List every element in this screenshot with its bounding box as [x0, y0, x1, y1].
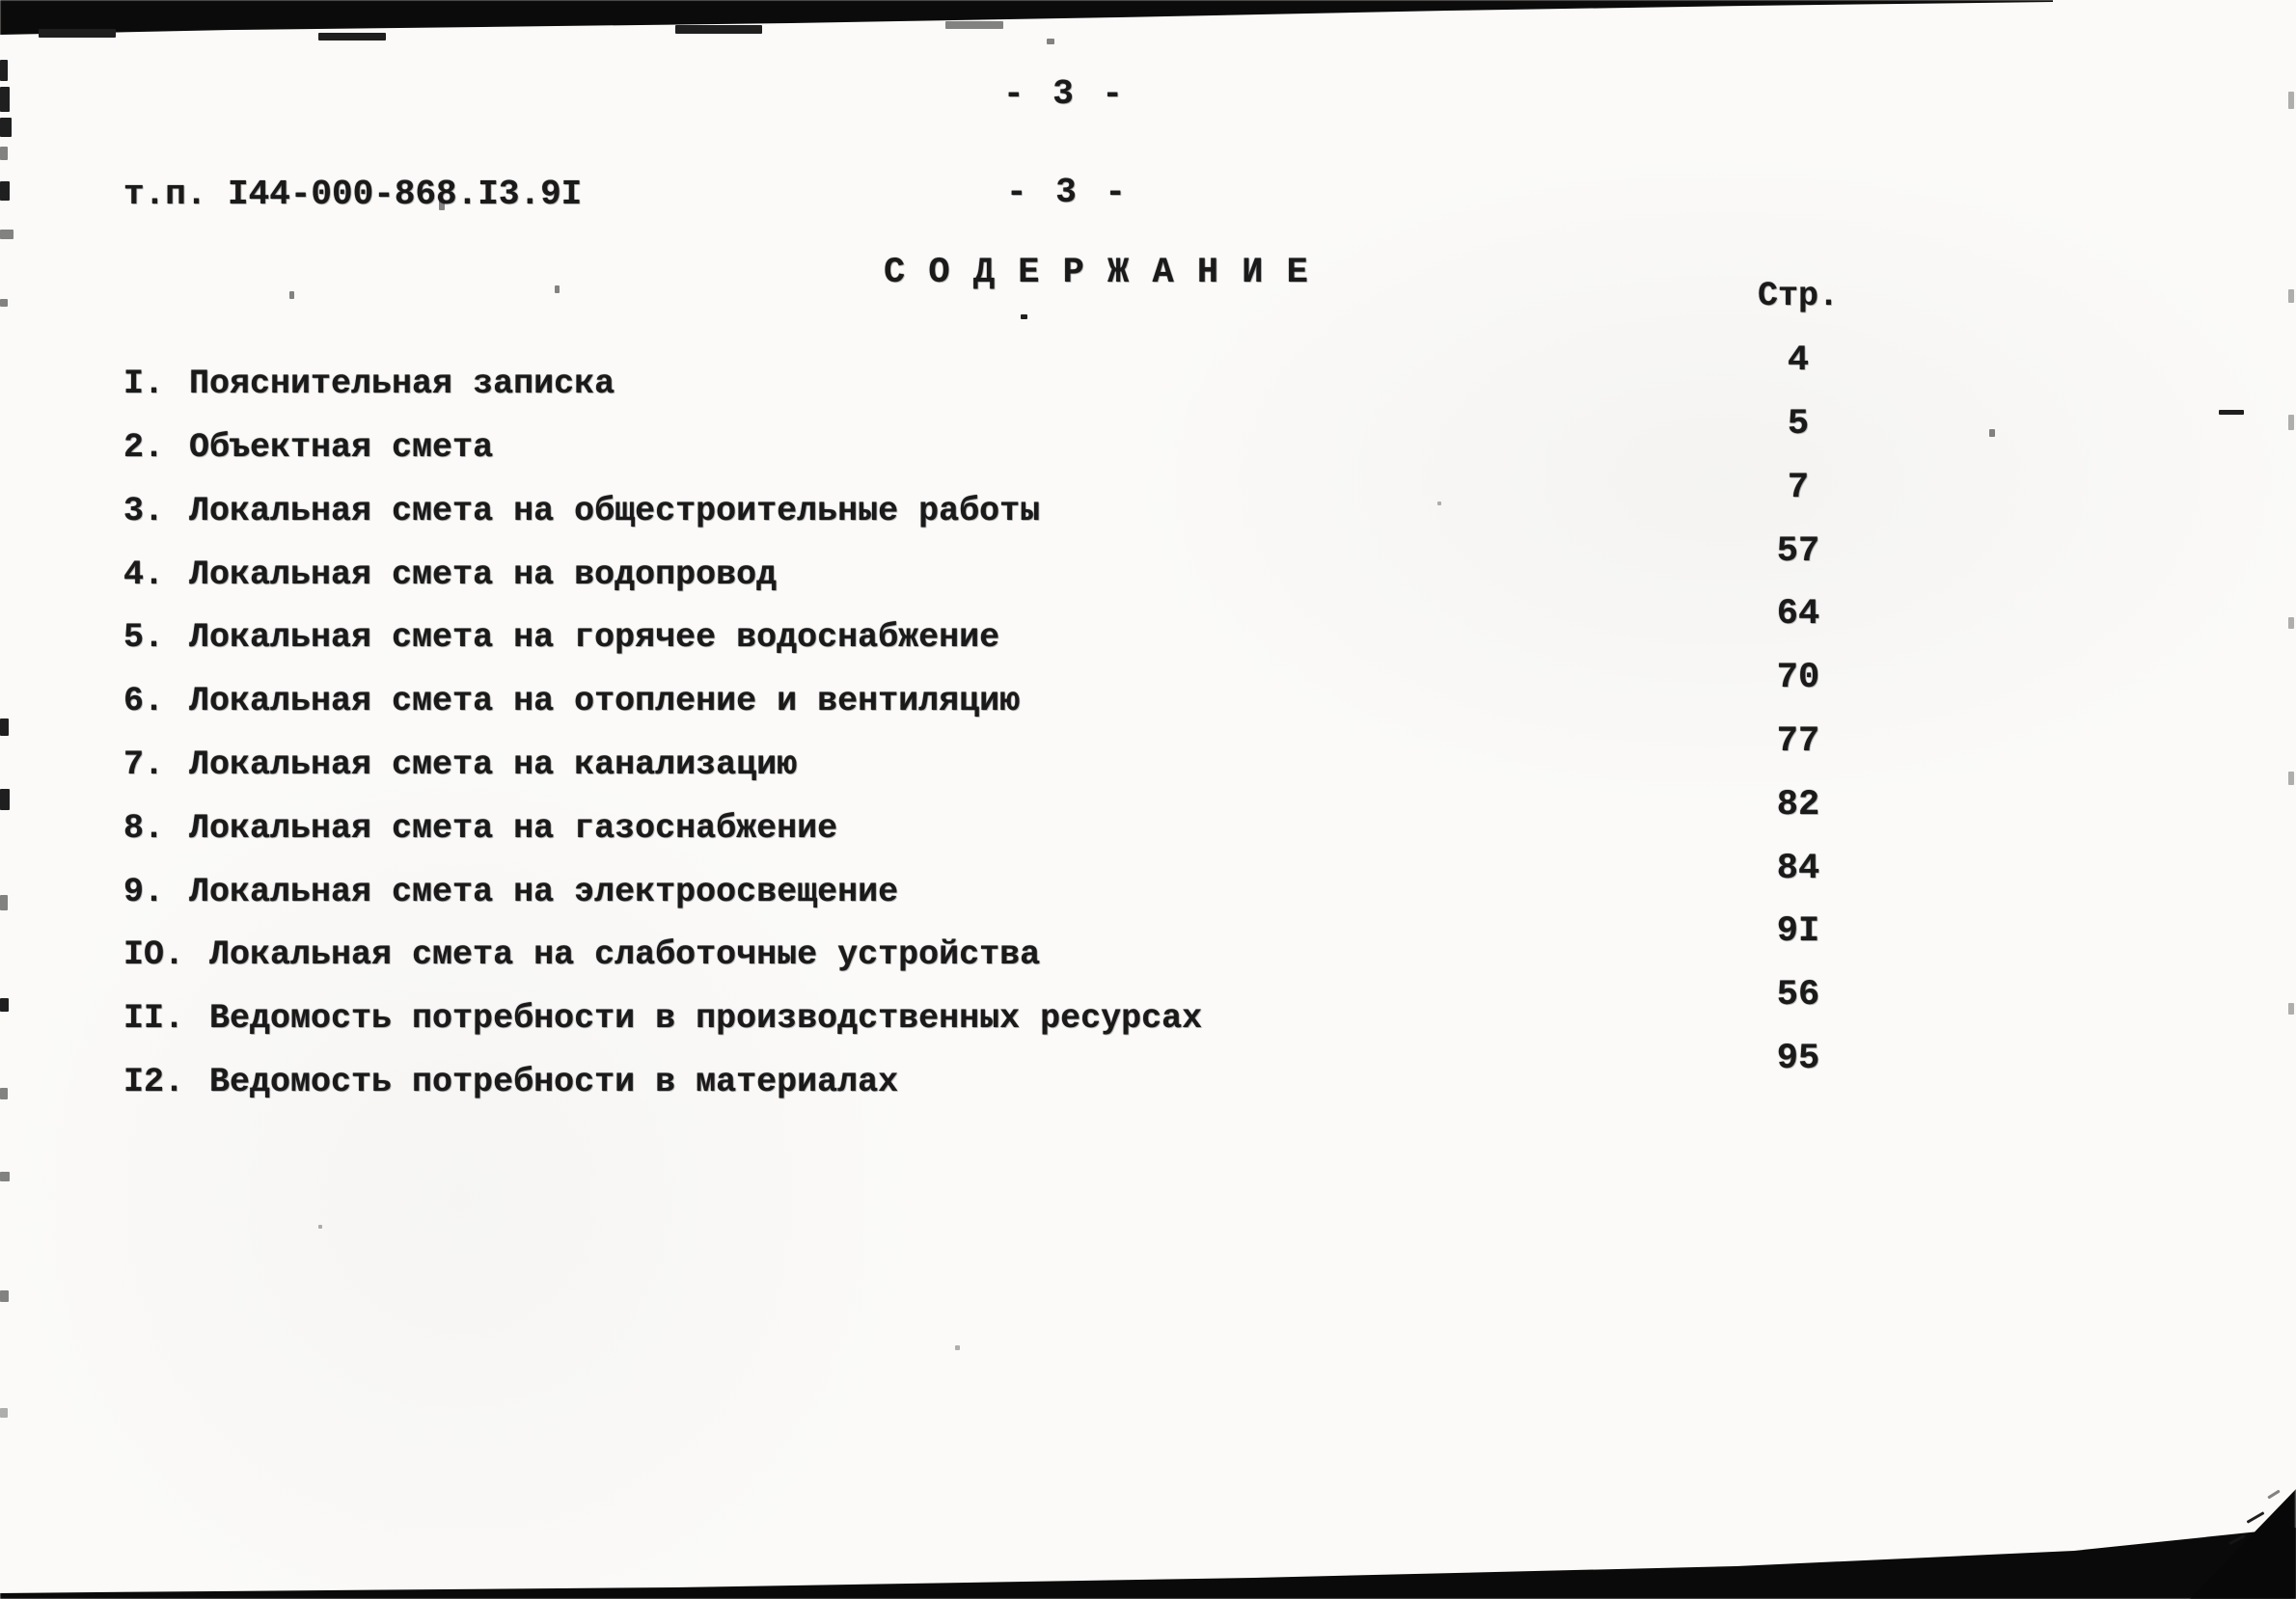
scan-speck: [2288, 415, 2294, 430]
toc-item-title: Локальная смета на водопровод: [189, 556, 778, 594]
toc-item-number: 8.: [123, 809, 165, 848]
toc-page-number: 57: [1776, 531, 1820, 572]
toc-item-title: Локальная смета на общестроительные работы: [189, 492, 1041, 530]
toc-item-title: Локальная смета на слаботочные устройства: [209, 935, 1041, 974]
scan-speck: [318, 33, 386, 41]
page-column-header: Стр.: [1758, 277, 1840, 315]
toc-row: [123, 359, 1628, 409]
scan-speck: [2288, 92, 2294, 109]
scan-speck: [0, 718, 9, 736]
toc-item-title: Локальная смета на электроосвещение: [189, 873, 899, 911]
scan-speck: [0, 998, 9, 1012]
scan-speck: [955, 1345, 960, 1350]
toc-page-number: 82: [1776, 785, 1820, 826]
toc-item-number: II.: [123, 999, 185, 1038]
toc-item-title: Локальная смета на горячее водоснабжение: [189, 618, 1000, 657]
scan-speck: [2288, 617, 2294, 629]
scan-speck: [0, 230, 14, 239]
pen-scribble: [2247, 1511, 2265, 1524]
scan-speck: [0, 1290, 9, 1302]
page-number-marker-top: - 3 -: [1003, 74, 1128, 114]
toc-item-title: Ведомость потребности в материалах: [209, 1063, 899, 1101]
toc-page-number: 7: [1787, 468, 1810, 508]
toc-item-title: Объектная смета: [189, 428, 494, 467]
scan-speck: [0, 147, 8, 160]
scan-speck: [1047, 39, 1054, 44]
toc-item-title: Пояснительная записка: [189, 365, 615, 403]
toc-page-number: 64: [1776, 594, 1820, 635]
toc-page-number: 84: [1776, 849, 1820, 889]
toc-row: [123, 930, 1628, 980]
toc-item-number: I2.: [123, 1063, 185, 1101]
scan-speck: [0, 299, 8, 307]
scan-speck: [0, 118, 12, 137]
scan-speck: [2288, 772, 2294, 785]
toc-page-number: 4: [1787, 340, 1810, 381]
scan-speck: [0, 181, 10, 201]
scan-speck: [318, 1225, 322, 1229]
toc-row: [123, 486, 1628, 536]
toc-page-number: 77: [1776, 721, 1820, 762]
scan-speck: [0, 789, 10, 810]
toc-row: [123, 803, 1628, 854]
pen-scribble: [2267, 1490, 2280, 1500]
toc-item-title: Локальная смета на газоснабжение: [189, 809, 838, 848]
scan-speck: [2219, 410, 2244, 415]
toc-page-number: 95: [1776, 1039, 1820, 1079]
toc-item-number: 4.: [123, 556, 165, 594]
scan-speck: [2288, 289, 2294, 303]
toc-page-number: 5: [1787, 404, 1810, 445]
toc-row: [123, 993, 1628, 1043]
toc-item-title: Ведомость потребности в производственных ресурсах: [209, 999, 1203, 1038]
page-number-marker: - 3 -: [1006, 173, 1131, 212]
scan-speck: [945, 21, 1003, 29]
scan-speck: [0, 60, 8, 81]
toc-item-number: 6.: [123, 682, 165, 720]
toc-item-number: 9.: [123, 873, 165, 911]
toc-row: [123, 676, 1628, 726]
scan-speck: [555, 285, 560, 293]
scan-speck: [1989, 429, 1995, 437]
toc-item-number: 2.: [123, 428, 165, 467]
toc-row: [123, 612, 1628, 663]
scan-artifact-bottom-bar: [0, 1474, 2296, 1599]
scan-speck: [2288, 1003, 2294, 1015]
scan-speck: [0, 1088, 8, 1099]
scan-speck: [675, 25, 762, 34]
toc-row: [123, 740, 1628, 790]
toc-page-number: 56: [1776, 975, 1820, 1016]
scan-speck: [0, 1172, 10, 1181]
toc-item-title: Локальная смета на канализацию: [189, 745, 798, 784]
toc-page-number: 9I: [1776, 911, 1820, 952]
scan-speck: [39, 29, 116, 38]
scan-speck: [1021, 314, 1027, 319]
scan-speck: [0, 87, 10, 112]
toc-row: [123, 1057, 1628, 1107]
document-code: т.п. I44-000-868.I3.9I: [123, 175, 583, 214]
toc-item-number: IO.: [123, 935, 185, 974]
toc-item-title: Локальная смета на отопление и вентиляцию: [189, 682, 1021, 720]
toc-row: [123, 550, 1628, 600]
toc-item-number: 5.: [123, 618, 165, 657]
toc-item-number: I.: [123, 365, 165, 403]
toc-row: [123, 422, 1628, 473]
toc-page-number: 70: [1776, 658, 1820, 698]
scan-speck: [0, 895, 8, 910]
scan-speck: [289, 291, 294, 299]
toc-item-number: 3.: [123, 492, 165, 530]
page-title: С О Д Е Р Ж А Н И Е: [884, 253, 1309, 293]
toc-row: [123, 867, 1628, 917]
toc-item-number: 7.: [123, 745, 165, 784]
scan-speck: [0, 1408, 8, 1418]
